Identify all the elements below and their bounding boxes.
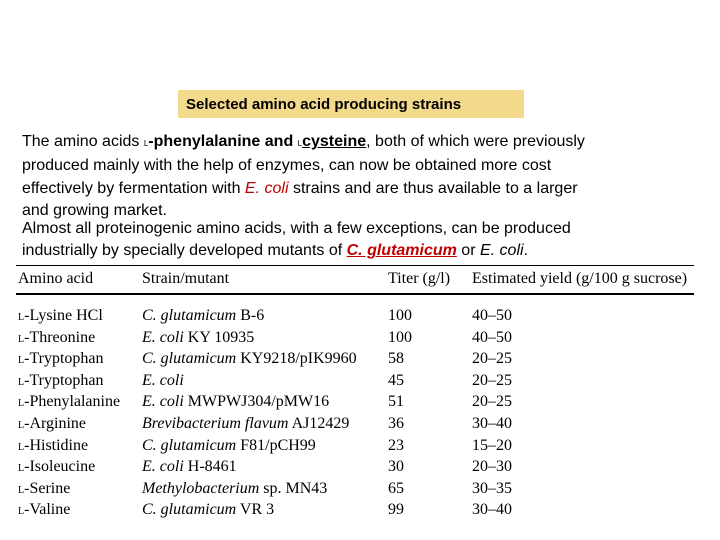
ecoli-term: E. coli [479,242,524,260]
yield-cell: 30–35 [472,479,512,497]
yield-cell: 15–20 [472,436,512,454]
titer-cell: 99 [388,501,404,519]
l-prefix: L [18,376,25,388]
amino-acid-name: -Lysine HCl [24,307,103,324]
paragraph-2-line-2: industrially by specially developed mutants of C. glutamicum or E. coli. [22,242,529,260]
l-prefix: L [18,333,25,345]
l-prefix: L [18,506,25,518]
slide-title: Selected amino acid producing strains [186,96,462,113]
yield-cell: 40–50 [472,328,512,346]
yield-cell: 20–25 [472,393,512,411]
strain-cell [142,370,184,392]
strain-species: E. coli [142,328,184,346]
amino-acid-table [16,265,694,520]
titer-cell: 100 [388,307,412,324]
amino-acid-cell [18,348,104,372]
amino-acid-name: -Phenylalanine [24,393,121,411]
table-row [16,305,694,327]
header-titer: Titer (g/l) [388,270,451,287]
titer-cell: 23 [388,436,404,454]
table-row [16,413,694,435]
paragraph-1-line-1: The amino acids L-phenylalanine and Lcysteine, both of which were previously [22,133,585,150]
amino-acid-name: -Tryptophan [24,350,104,368]
strain-species: C. glutamicum [142,307,237,324]
l-prefix: L [297,139,303,148]
table-row [16,499,694,521]
strain-designation: H-8461 [183,458,237,476]
titer-cell: 65 [388,479,404,497]
yield-cell: 20–25 [472,350,512,368]
strain-designation: F81/pCH99 [236,436,316,454]
titer-cell: 30 [388,458,404,476]
strain-cell [142,413,349,435]
strain-cell [142,456,237,478]
ecoli-highlight: E. coli [244,179,289,197]
header-yield: Estimated yield (g/100 g sucrose) [472,270,688,287]
strain-cell [142,305,264,327]
amino-acid-name: -Serine [24,479,71,497]
strain-cell [142,435,316,457]
header-strain: Strain/mutant [142,270,230,287]
l-prefix: L [18,484,25,496]
header-amino-acid: Amino acid [18,270,94,287]
titer-cell: 100 [388,328,412,346]
amino-acid-cell [18,391,120,415]
table-row [16,327,694,349]
strain-species: E. coli [142,458,184,476]
strain-species: E. coli [142,393,184,411]
strain-designation: AJ12429 [288,415,350,432]
l-prefix: L [18,398,25,410]
strain-designation: KY9218/pIK9960 [236,350,357,368]
strain-designation: KY 10935 [183,328,255,346]
cglutamicum-highlight: C. glutamicum [346,242,457,260]
amino-acid-name: -Tryptophan [24,371,104,389]
paragraph-1-line-4: and growing market. [22,202,167,220]
table-row [16,435,694,457]
amino-acid-cell [18,456,95,480]
strain-designation: sp. MN43 [259,479,328,497]
cysteine-term: cysteine [302,133,367,150]
paragraph-1-line-2: produced mainly with the help of enzymes, can now be obtained more cost [22,157,552,175]
strain-species: Methylobacterium [142,479,260,497]
amino-acid-name: -Isoleucine [24,458,96,476]
titer-cell: 58 [388,350,404,368]
table-row [16,478,694,500]
table-row [16,456,694,478]
strain-cell [142,327,254,349]
paragraph-2 [22,218,712,263]
amino-acid-name: -Threonine [24,328,96,346]
strain-designation: VR 3 [236,501,275,519]
amino-acid-cell [18,499,70,523]
yield-cell: 20–30 [472,458,512,476]
table-row [16,370,694,392]
amino-acid-cell [18,370,104,394]
amino-acid-cell [18,305,103,329]
table-row [16,348,694,370]
strain-cell [142,348,357,370]
amino-acid-cell [18,413,86,437]
titer-cell: 36 [388,415,404,432]
titer-cell: 51 [388,393,404,411]
strain-species: C. glutamicum [142,501,237,519]
yield-cell: 40–50 [472,307,512,324]
strain-designation: MWPWJ304/pMW16 [183,393,330,411]
strain-species: E. coli [142,371,184,389]
strain-species: C. glutamicum [142,436,237,454]
titer-cell: 45 [388,371,404,389]
table-row [16,391,694,413]
table-top-rule [16,265,694,266]
amino-acid-cell [18,327,95,351]
strain-designation: B-6 [236,307,265,324]
amino-acid-name: -Valine [24,501,71,519]
amino-acid-cell [18,435,88,459]
strain-cell [142,478,327,500]
amino-acid-name: -Histidine [24,436,89,454]
paragraph-1 [22,131,712,223]
strain-cell [142,499,274,521]
yield-cell: 30–40 [472,501,512,519]
yield-cell: 30–40 [472,415,512,432]
yield-cell: 20–25 [472,371,512,389]
l-prefix: L [143,139,149,148]
phenylalanine-term: -phenylalanine and [148,133,298,150]
amino-acid-cell [18,478,70,502]
strain-species: C. glutamicum [142,350,237,368]
strain-cell [142,391,329,413]
amino-acid-name: -Arginine [24,415,87,432]
l-prefix: L [18,355,25,367]
l-prefix: L [18,312,25,323]
paragraph-2-line-1: Almost all proteinogenic amino acids, with a few exceptions, can be produced [22,220,571,237]
paragraph-1-line-3: effectively by fermentation with E. coli strains and are thus available to a larger [22,179,578,197]
strain-species: Brevibacterium flavum [142,415,289,432]
l-prefix: L [18,420,25,431]
l-prefix: L [18,463,25,475]
table-header-rule [16,293,694,295]
l-prefix: L [18,441,25,453]
